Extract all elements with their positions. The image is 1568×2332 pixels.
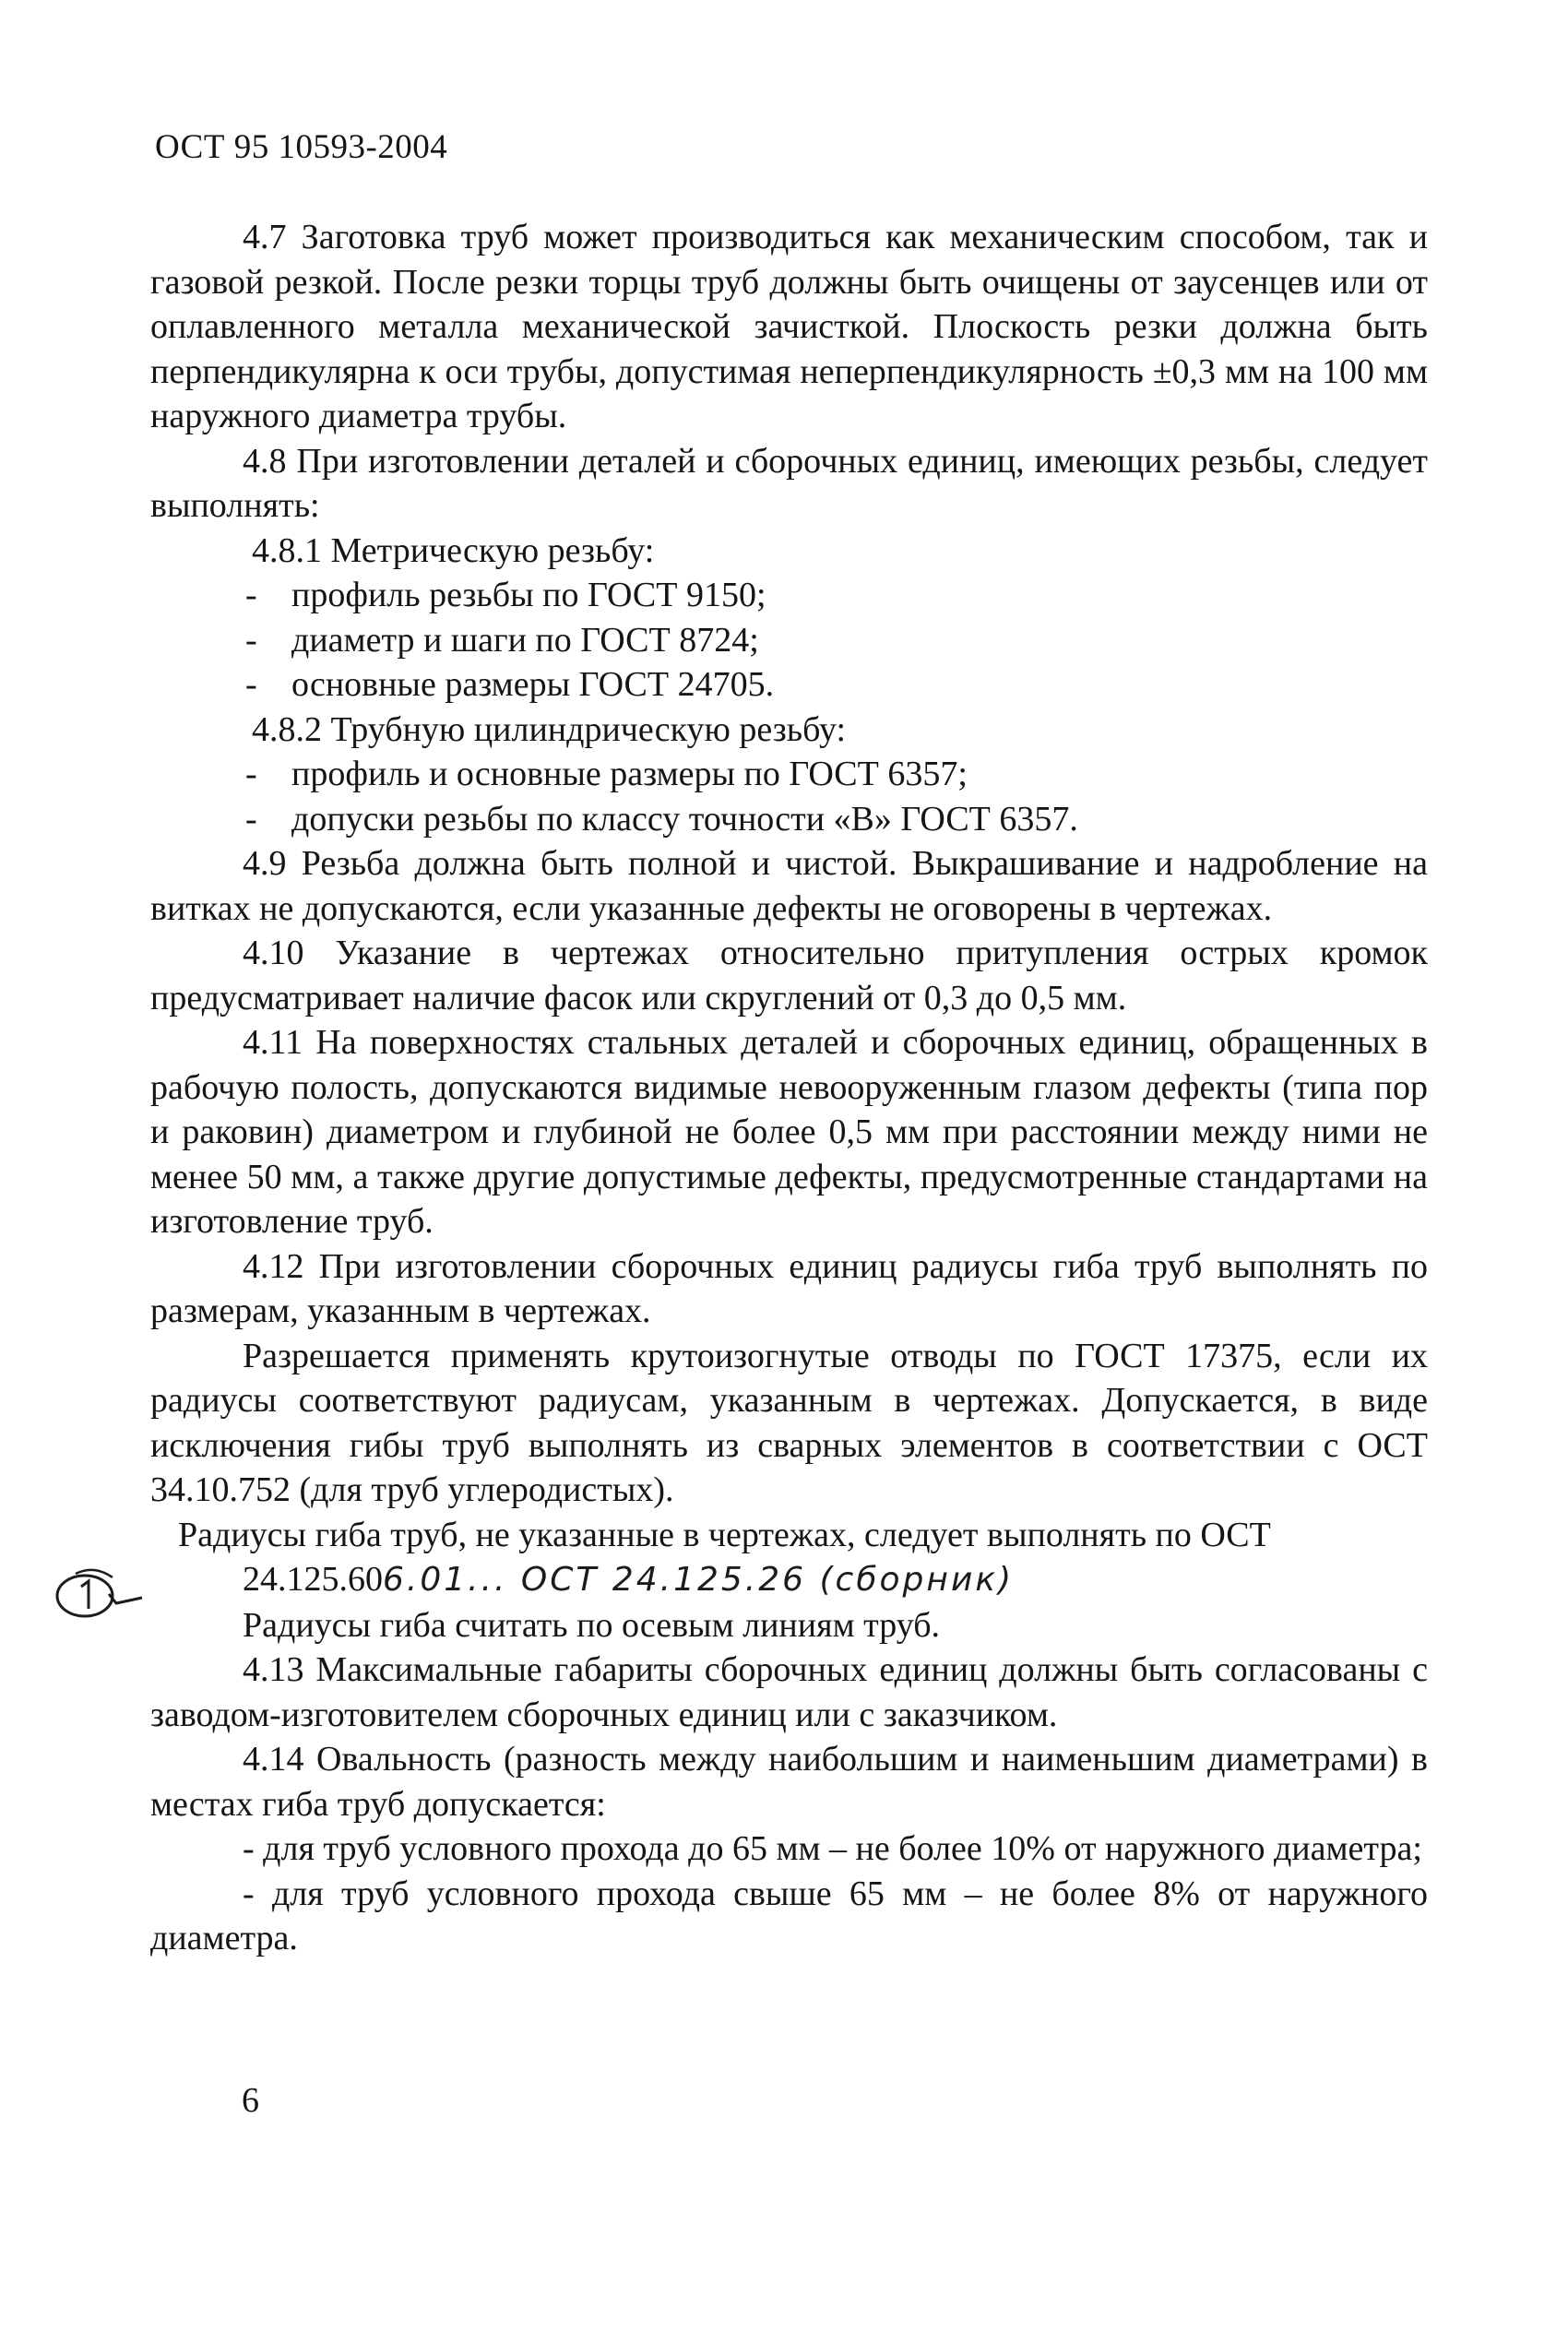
page-number: 6: [242, 2081, 259, 2120]
printed-reference: 24.125.60: [243, 1560, 383, 1599]
paragraph-4-10: 4.10 Указание в чертежах относительно притупления острых кромок предусматривает наличие фасок или скруглений от 0,3 до 0,5 мм.: [150, 934, 1428, 1017]
document-code: ОСТ 95 10593-2004: [155, 128, 448, 166]
list-dash: -: [245, 576, 257, 614]
list-item: [150, 752, 1428, 797]
paragraph-4-14: 4.14 Овальность (разность между наибольшим и наименьшим диаметрами) в местах гиба труб допускается:: [150, 1740, 1428, 1824]
paragraph-4-9: 4.9 Резьба должна быть полной и чистой. Выкрашивание и надробление на витках не допускаются, если указанные дефекты не оговорены в чертежах.: [150, 844, 1428, 928]
list-item-text: профиль резьбы по ГОСТ 9150;: [291, 576, 766, 614]
paragraph-4-11: 4.11 На поверхностях стальных деталей и сборочных единиц, обращенных в рабочую полость, допускаются видимые невооруженным глазом дефекты (типа пор и раковин) диаметром и глубиной не более 0,5 мм при расстоянии между ними не менее 50 мм, а также другие допустимые дефекты, предусмотренные стандартами на изготовление труб.: [150, 1023, 1428, 1241]
list-item: [150, 662, 1428, 708]
list-item: [150, 618, 1428, 663]
list-item-text: диаметр и шаги по ГОСТ 8724;: [291, 620, 759, 660]
paragraph-4-14-a: - для труб условного прохода до 65 мм – не более 10% от наружного диаметра;: [243, 1829, 1422, 1868]
list-dash: -: [245, 755, 257, 793]
paragraph-4-8: 4.8 При изготовлении деталей и сборочных единиц, имеющих резьбы, следует выполнять:: [150, 441, 1428, 525]
paragraph-4-8-1: 4.8.1 Метрическую резьбу:: [252, 530, 655, 570]
paragraph-4-7: 4.7 Заготовка труб может производиться как механическим способом, так и газовой резкой. После резки торцы труб должны быть очищены от заусенцев или от оплавленного металла механической зачисткой. Плоскость резки должна быть перпендикулярна к оси трубы, допустимая неперпендикулярность ±0,3 мм на 100 мм наружного диаметра трубы.: [150, 218, 1428, 435]
list-dash: -: [245, 620, 257, 660]
handwritten-revision-mark-icon: [48, 1550, 149, 1633]
paragraph-4-8-2: 4.8.2 Трубную цилиндрическую резьбу:: [252, 709, 847, 749]
document-body: [150, 215, 1428, 1961]
list-item-text: профиль и основные размеры по ГОСТ 6357;: [291, 755, 968, 793]
paragraph-4-12-radii: Радиусы гиба труб, не указанные в чертежах, следует выполнять по ОСТ: [178, 1515, 1271, 1554]
paragraph-4-13: 4.13 Максимальные габариты сборочных единиц должны быть согласованы с заводом-изготовителем сборочных единиц или с заказчиком.: [150, 1650, 1428, 1734]
list-item: [150, 797, 1428, 842]
list-item: [150, 573, 1428, 618]
paragraph-4-12: 4.12 При изготовлении сборочных единиц радиусы гиба труб выполнять по размерам, указанным в чертежах.: [150, 1246, 1428, 1330]
paragraph-4-12-permission: Разрешается применять крутоизогнутые отводы по ГОСТ 17375, если их радиусы соответствуют радиусам, указанным в чертежах. Допускается, в виде исключения гибы труб выполнять из сварных элементов в соответствии с ОСТ 34.10.752 (для труб углеродистых).: [150, 1336, 1428, 1509]
handwritten-correction-line: [150, 1557, 1428, 1603]
handwritten-annotation: 6.01... ОСТ 24.125.26 (сборник): [383, 1561, 1015, 1599]
paragraph-4-14-b: - для труб условного прохода свыше 65 мм – не более 8% от наружного диаметра.: [150, 1874, 1428, 1957]
paragraph-4-12-axis: Радиусы гиба считать по осевым линиям труб.: [243, 1605, 941, 1645]
list-item-text: допуски резьбы по классу точности «В» ГОСТ 6357.: [291, 799, 1078, 839]
list-item-text: основные размеры ГОСТ 24705.: [291, 665, 775, 704]
list-dash: -: [245, 665, 257, 704]
list-dash: -: [245, 799, 257, 839]
